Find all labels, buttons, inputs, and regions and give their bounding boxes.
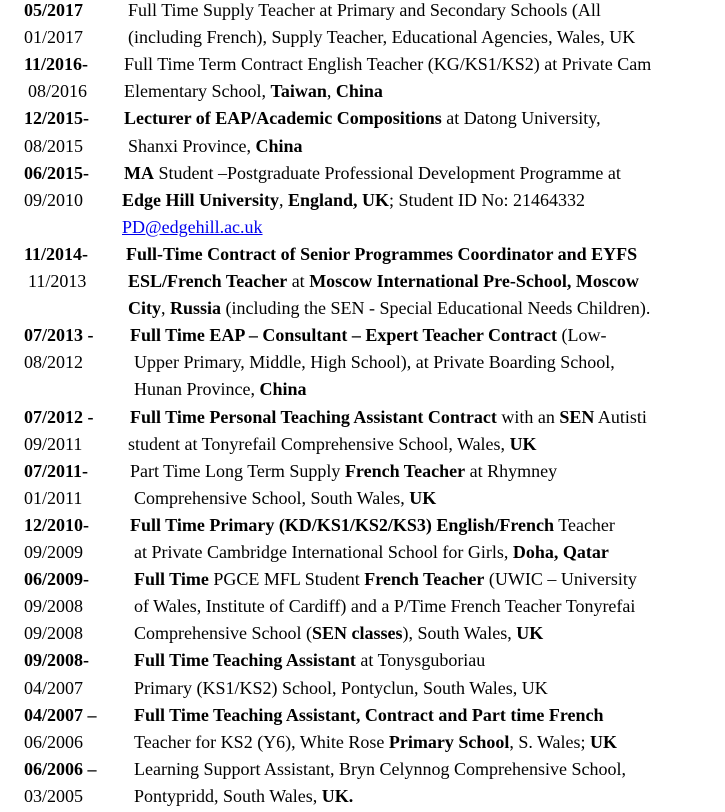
cv-line xyxy=(0,729,725,756)
entry-end-date: 09/2008- xyxy=(24,650,89,671)
entry-start-date: 11/2013 xyxy=(28,271,87,291)
text-segment: , xyxy=(161,298,170,319)
text-segment: Elementary School, xyxy=(124,81,271,102)
bold-text: China xyxy=(259,379,307,400)
entry-start-date: 03/2005 xyxy=(24,785,84,806)
cv-line xyxy=(0,268,725,295)
text-segment: Full Time Supply Teacher at Primary and Secondary Schools (All xyxy=(128,0,601,20)
bold-text: UK. xyxy=(321,785,354,806)
entry-start-date: 06/2006 xyxy=(24,731,84,752)
text-segment: Upper Primary, Middle, High School), at Private Boarding School, xyxy=(134,352,615,373)
entry-end-date: 12/2010- xyxy=(24,514,89,535)
entry-description-line xyxy=(130,322,607,349)
entry-description-line xyxy=(128,295,650,322)
cv-line xyxy=(0,51,725,78)
entry-description-line xyxy=(124,51,651,78)
entry-description-line xyxy=(134,647,485,674)
entry-start-date: 09/2011 xyxy=(24,433,83,454)
text-segment: Autisti xyxy=(594,406,647,427)
entry-description-line xyxy=(128,0,601,24)
bold-text: French Teacher xyxy=(364,569,485,590)
bold-text: SEN classes xyxy=(311,623,403,644)
text-segment: with an xyxy=(496,406,560,427)
cv-line xyxy=(0,105,725,132)
entry-description-line xyxy=(124,78,383,105)
entry-start-date: 08/2016 xyxy=(28,81,88,102)
entry-description-line xyxy=(122,214,263,241)
text-segment: Teacher for KS2 (Y6), White Rose xyxy=(134,731,389,752)
text-segment: at Tonysguboriau xyxy=(355,650,486,671)
text-segment: Comprehensive School ( xyxy=(134,623,312,644)
bold-text: UK xyxy=(516,623,544,644)
cv-line xyxy=(0,160,725,187)
text-segment: ), South Wales, xyxy=(402,623,517,644)
entry-description-line xyxy=(134,620,543,647)
entry-description-line xyxy=(124,105,601,132)
text-segment: at Datong University, xyxy=(441,108,601,129)
bold-text: Full Time xyxy=(134,569,209,590)
cv-line xyxy=(0,647,725,674)
entry-start-date: 09/2008 xyxy=(24,623,84,644)
bold-text: Full Time Teaching Assistant xyxy=(134,650,356,671)
entry-description-line xyxy=(134,566,637,593)
text-segment: Hunan Province, xyxy=(134,379,260,400)
text-segment: Pontypridd, South Wales, xyxy=(134,785,322,806)
cv-line xyxy=(0,431,725,458)
entry-description-line xyxy=(130,404,647,431)
cv-line xyxy=(0,702,725,729)
cv-line xyxy=(0,0,725,24)
text-segment: , xyxy=(279,189,288,210)
cv-line xyxy=(0,322,725,349)
entry-start-date: 04/2007 xyxy=(24,677,84,698)
entry-end-date: 06/2015- xyxy=(24,162,89,183)
entry-end-date: 05/2017 xyxy=(24,0,84,20)
text-segment: (Low- xyxy=(557,325,607,346)
cv-line xyxy=(0,133,725,160)
text-segment: at Private Cambridge International School for Girls, xyxy=(134,542,513,562)
text-segment: Part Time Long Term Supply xyxy=(130,460,345,481)
bold-text: French Teacher xyxy=(344,460,466,481)
bold-text: UK xyxy=(590,731,618,752)
cv-line xyxy=(0,620,725,647)
entry-description-line xyxy=(134,783,353,810)
text-segment: Full Time Term Contract English Teacher (KG/KS1/KS2) at Private Cam xyxy=(124,54,652,75)
cv-line xyxy=(0,485,725,512)
entry-description-line xyxy=(124,160,621,187)
entry-description-line xyxy=(130,512,615,539)
entry-description-line xyxy=(134,349,615,376)
entry-start-date: 09/2008 xyxy=(24,596,84,617)
text-segment: student at Tonyrefail Comprehensive School, Wales, xyxy=(128,433,510,454)
bold-text: Full Time EAP – Consultant – Expert Teacher Contract xyxy=(130,325,558,346)
bold-text: Taiwan xyxy=(270,81,327,102)
bold-text: MA xyxy=(124,162,154,183)
entry-description-line xyxy=(134,539,609,566)
cv-line xyxy=(0,349,725,376)
text-segment: PGCE MFL Student xyxy=(208,569,365,590)
cv-line xyxy=(0,458,725,485)
bold-text: Moscow International Pre-School, Moscow xyxy=(309,271,639,291)
entry-end-date: 04/2007 – xyxy=(24,704,97,725)
cv-line xyxy=(0,295,725,322)
entry-start-date: 09/2010 xyxy=(24,189,84,210)
entry-description-line xyxy=(134,729,617,756)
text-segment: (including the SEN - Special Educational Needs Children). xyxy=(221,298,651,319)
bold-text: China xyxy=(255,135,303,156)
text-segment: ; Student ID No: 21464332 xyxy=(389,189,586,210)
bold-text: Full Time Teaching Assistant, Contract and Part time French xyxy=(134,704,604,725)
entry-start-date: 08/2012 xyxy=(24,352,84,373)
bold-text: UK xyxy=(509,433,537,454)
text-segment: , xyxy=(326,81,336,102)
cv-line xyxy=(0,566,725,593)
text-segment: , S. Wales; xyxy=(509,731,591,752)
bold-text: Full-Time Contract of Senior Programmes Coordinator and EYFS xyxy=(126,243,638,264)
email-link[interactable]: PD@edgehill.ac.uk xyxy=(122,216,263,237)
cv-line xyxy=(0,78,725,105)
entry-end-date: 11/2014- xyxy=(24,243,89,264)
entry-description-line xyxy=(134,376,307,403)
bold-text: Doha, Qatar xyxy=(512,542,609,562)
text-segment: Shanxi Province, xyxy=(128,135,256,156)
cv-line xyxy=(0,241,725,268)
text-segment: Teacher xyxy=(554,514,615,535)
entry-description-line xyxy=(128,268,639,295)
entry-description-line xyxy=(126,241,637,268)
text-segment: of Wales, Institute of Cardiff) and a P/Time French Teacher Tonyrefai xyxy=(134,596,636,617)
bold-text: Edge Hill University xyxy=(122,189,279,210)
entry-start-date: 01/2017 xyxy=(24,27,84,48)
cv-line xyxy=(0,593,725,620)
cv-line xyxy=(0,187,725,214)
bold-text: Lecturer of EAP/Academic Compositions xyxy=(124,108,442,129)
entry-description-line xyxy=(134,702,604,729)
bold-text: ESL/French Teacher xyxy=(128,271,288,291)
cv-line xyxy=(0,539,725,566)
entry-end-date: 11/2016- xyxy=(24,54,89,75)
entry-end-date: 07/2012 - xyxy=(24,406,94,427)
entry-description-line xyxy=(134,756,626,783)
entry-description-line xyxy=(128,133,303,160)
cv-line xyxy=(0,756,725,783)
cv-line xyxy=(0,404,725,431)
bold-text: China xyxy=(335,81,383,102)
entry-start-date: 08/2015 xyxy=(24,135,84,156)
bold-text: City xyxy=(128,298,161,319)
text-segment: at xyxy=(287,271,310,291)
entry-end-date: 12/2015- xyxy=(24,108,89,129)
entry-start-date: 01/2011 xyxy=(24,487,83,508)
entry-end-date: 07/2011- xyxy=(24,460,89,481)
text-segment: Comprehensive School, South Wales, xyxy=(134,487,410,508)
entry-description-line xyxy=(130,458,557,485)
entry-description-line xyxy=(128,24,635,51)
entry-description-line xyxy=(134,675,548,702)
entry-description-line xyxy=(134,485,436,512)
text-segment: Learning Support Assistant, Bryn Celynnog Comprehensive School, xyxy=(134,758,626,779)
text-segment: Primary (KS1/KS2) School, Pontyclun, South Wales, UK xyxy=(134,677,548,698)
cv-line xyxy=(0,214,725,241)
bold-text: Full Time Personal Teaching Assistant Contract xyxy=(130,406,497,427)
entry-description-line xyxy=(134,593,635,620)
entry-start-date: 09/2009 xyxy=(24,542,84,562)
cv-line xyxy=(0,675,725,702)
bold-text: UK xyxy=(409,487,437,508)
text-segment: Student –Postgraduate Professional Development Programme at xyxy=(154,162,621,183)
text-segment: at Rhymney xyxy=(465,460,558,481)
bold-text: Russia xyxy=(170,298,222,319)
entry-end-date: 07/2013 - xyxy=(24,325,94,346)
cv-line xyxy=(0,376,725,403)
cv-line xyxy=(0,783,725,810)
text-segment: (including French), Supply Teacher, Educational Agencies, Wales, UK xyxy=(128,27,636,48)
bold-text: Primary School xyxy=(388,731,510,752)
bold-text: England, UK xyxy=(288,189,390,210)
entry-description-line xyxy=(122,187,585,214)
bold-text: SEN xyxy=(559,406,595,427)
entry-description-line xyxy=(128,431,537,458)
text-segment: (UWIC – University xyxy=(484,569,637,590)
entry-end-date: 06/2009- xyxy=(24,569,89,590)
bold-text: Full Time Primary (KD/KS1/KS2/KS3) English/French xyxy=(130,514,555,535)
entry-end-date: 06/2006 – xyxy=(24,758,97,779)
cv-line xyxy=(0,512,725,539)
cv-line xyxy=(0,24,725,51)
